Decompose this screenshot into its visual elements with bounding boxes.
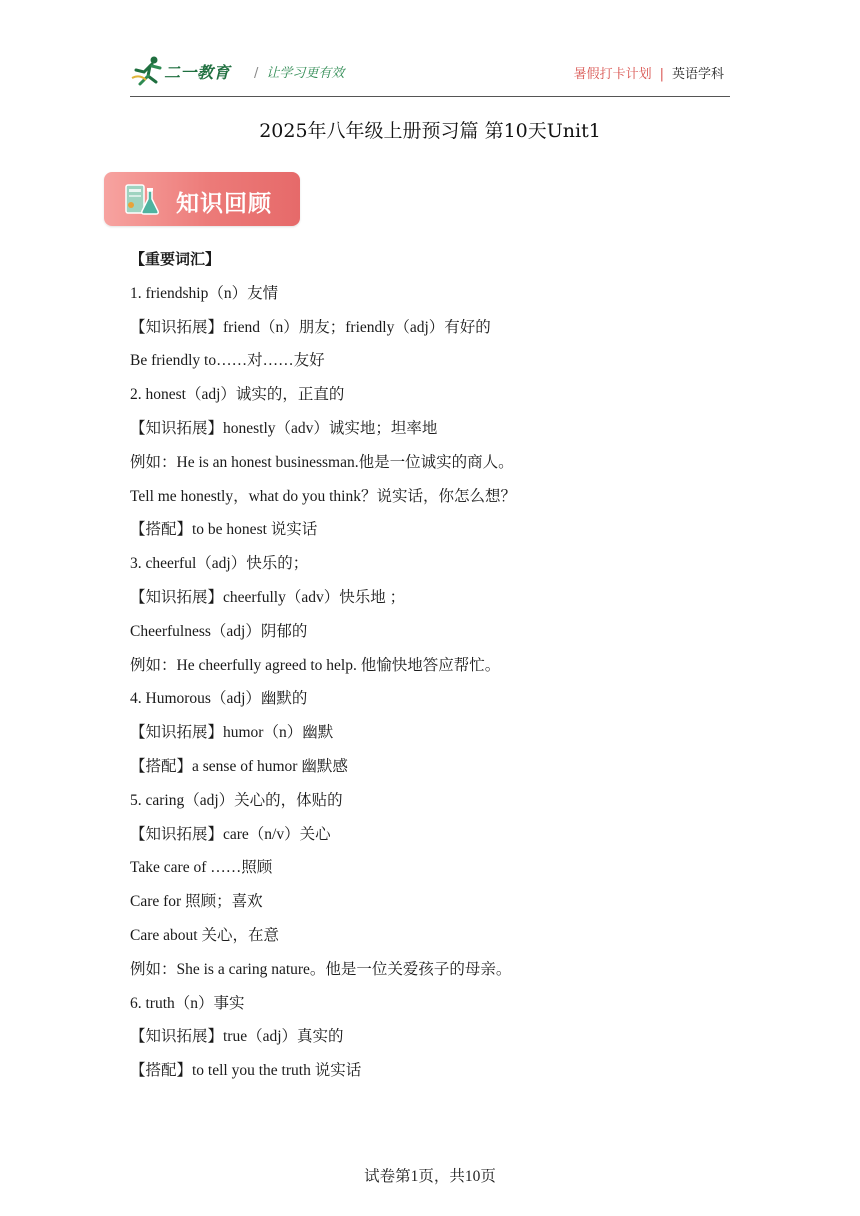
slogan-text: 让学习更有效	[266, 66, 345, 81]
logo-text: 二一教育	[164, 63, 231, 82]
page-title: 2025年八年级上册预习篇 第10天Unit1	[259, 120, 601, 142]
text-line: 【搭配】to be honest 说实话	[130, 521, 318, 539]
book-flask-icon	[122, 181, 160, 219]
logo	[130, 54, 240, 90]
text-line: 6. truth（n）事实	[130, 994, 245, 1012]
text-line: 例如：He is an honest businessman.他是一位诚实的商人。	[130, 453, 514, 471]
plan-label: 暑假打卡计划	[573, 67, 652, 82]
slogan	[254, 62, 344, 81]
slogan-divider: /	[254, 66, 259, 81]
text-line: 【搭配】to tell you the truth 说实话	[130, 1062, 362, 1080]
text-line: 【知识拓展】honestly（adv）诚实地；坦率地	[130, 419, 438, 437]
header-meta	[574, 63, 724, 82]
text-line: 5. caring（adj）关心的，体贴的	[130, 791, 343, 809]
text-line: 4. Humorous（adj）幽默的	[130, 690, 308, 708]
text-line: 例如：He cheerfully agreed to help. 他愉快地答应帮忙。	[130, 656, 501, 674]
text-line: Tell me honestly，what do you think？说实话，你怎么想？	[130, 487, 516, 505]
text-line: Cheerfulness（adj）阴郁的	[130, 622, 308, 640]
text-line: 【知识拓展】humor（n）幽默	[130, 724, 334, 742]
text-line: 2. honest（adj）诚实的，正直的	[130, 386, 345, 404]
text-line: 【知识拓展】true（adj）真实的	[130, 1028, 344, 1046]
page-header	[130, 54, 730, 97]
header-divider: |	[659, 67, 664, 82]
text-line: Care for 照顾；喜欢	[130, 893, 263, 911]
text-line: 【知识拓展】cheerfully（adv）快乐地 ；	[130, 588, 406, 606]
vocabulary-content	[130, 243, 750, 1088]
text-line: Take care of ……照顾	[130, 859, 273, 877]
running-person-icon	[130, 54, 166, 90]
section-badge	[104, 172, 300, 226]
text-line: 例如：She is a caring nature。他是一位关爱孩子的母亲。	[130, 960, 512, 978]
section-badge-label: 知识回顾	[176, 191, 272, 217]
text-line: 【搭配】a sense of humor 幽默感	[130, 757, 348, 775]
text-line: Care about 关心，在意	[130, 926, 279, 944]
text-line: 1. friendship（n）友情	[130, 284, 279, 302]
text-line: Be friendly to……对……友好	[130, 352, 325, 370]
text-line: 3. cheerful（adj）快乐的；	[130, 555, 309, 573]
page-footer: 试卷第1页，共10页	[364, 1168, 496, 1185]
text-line: 【知识拓展】friend（n）朋友；friendly（adj）有好的	[130, 318, 491, 336]
subject-label: 英语学科	[671, 67, 724, 82]
section-heading: 【重要词汇】	[130, 250, 221, 268]
text-line: 【知识拓展】care（n/v）关心	[130, 825, 331, 843]
